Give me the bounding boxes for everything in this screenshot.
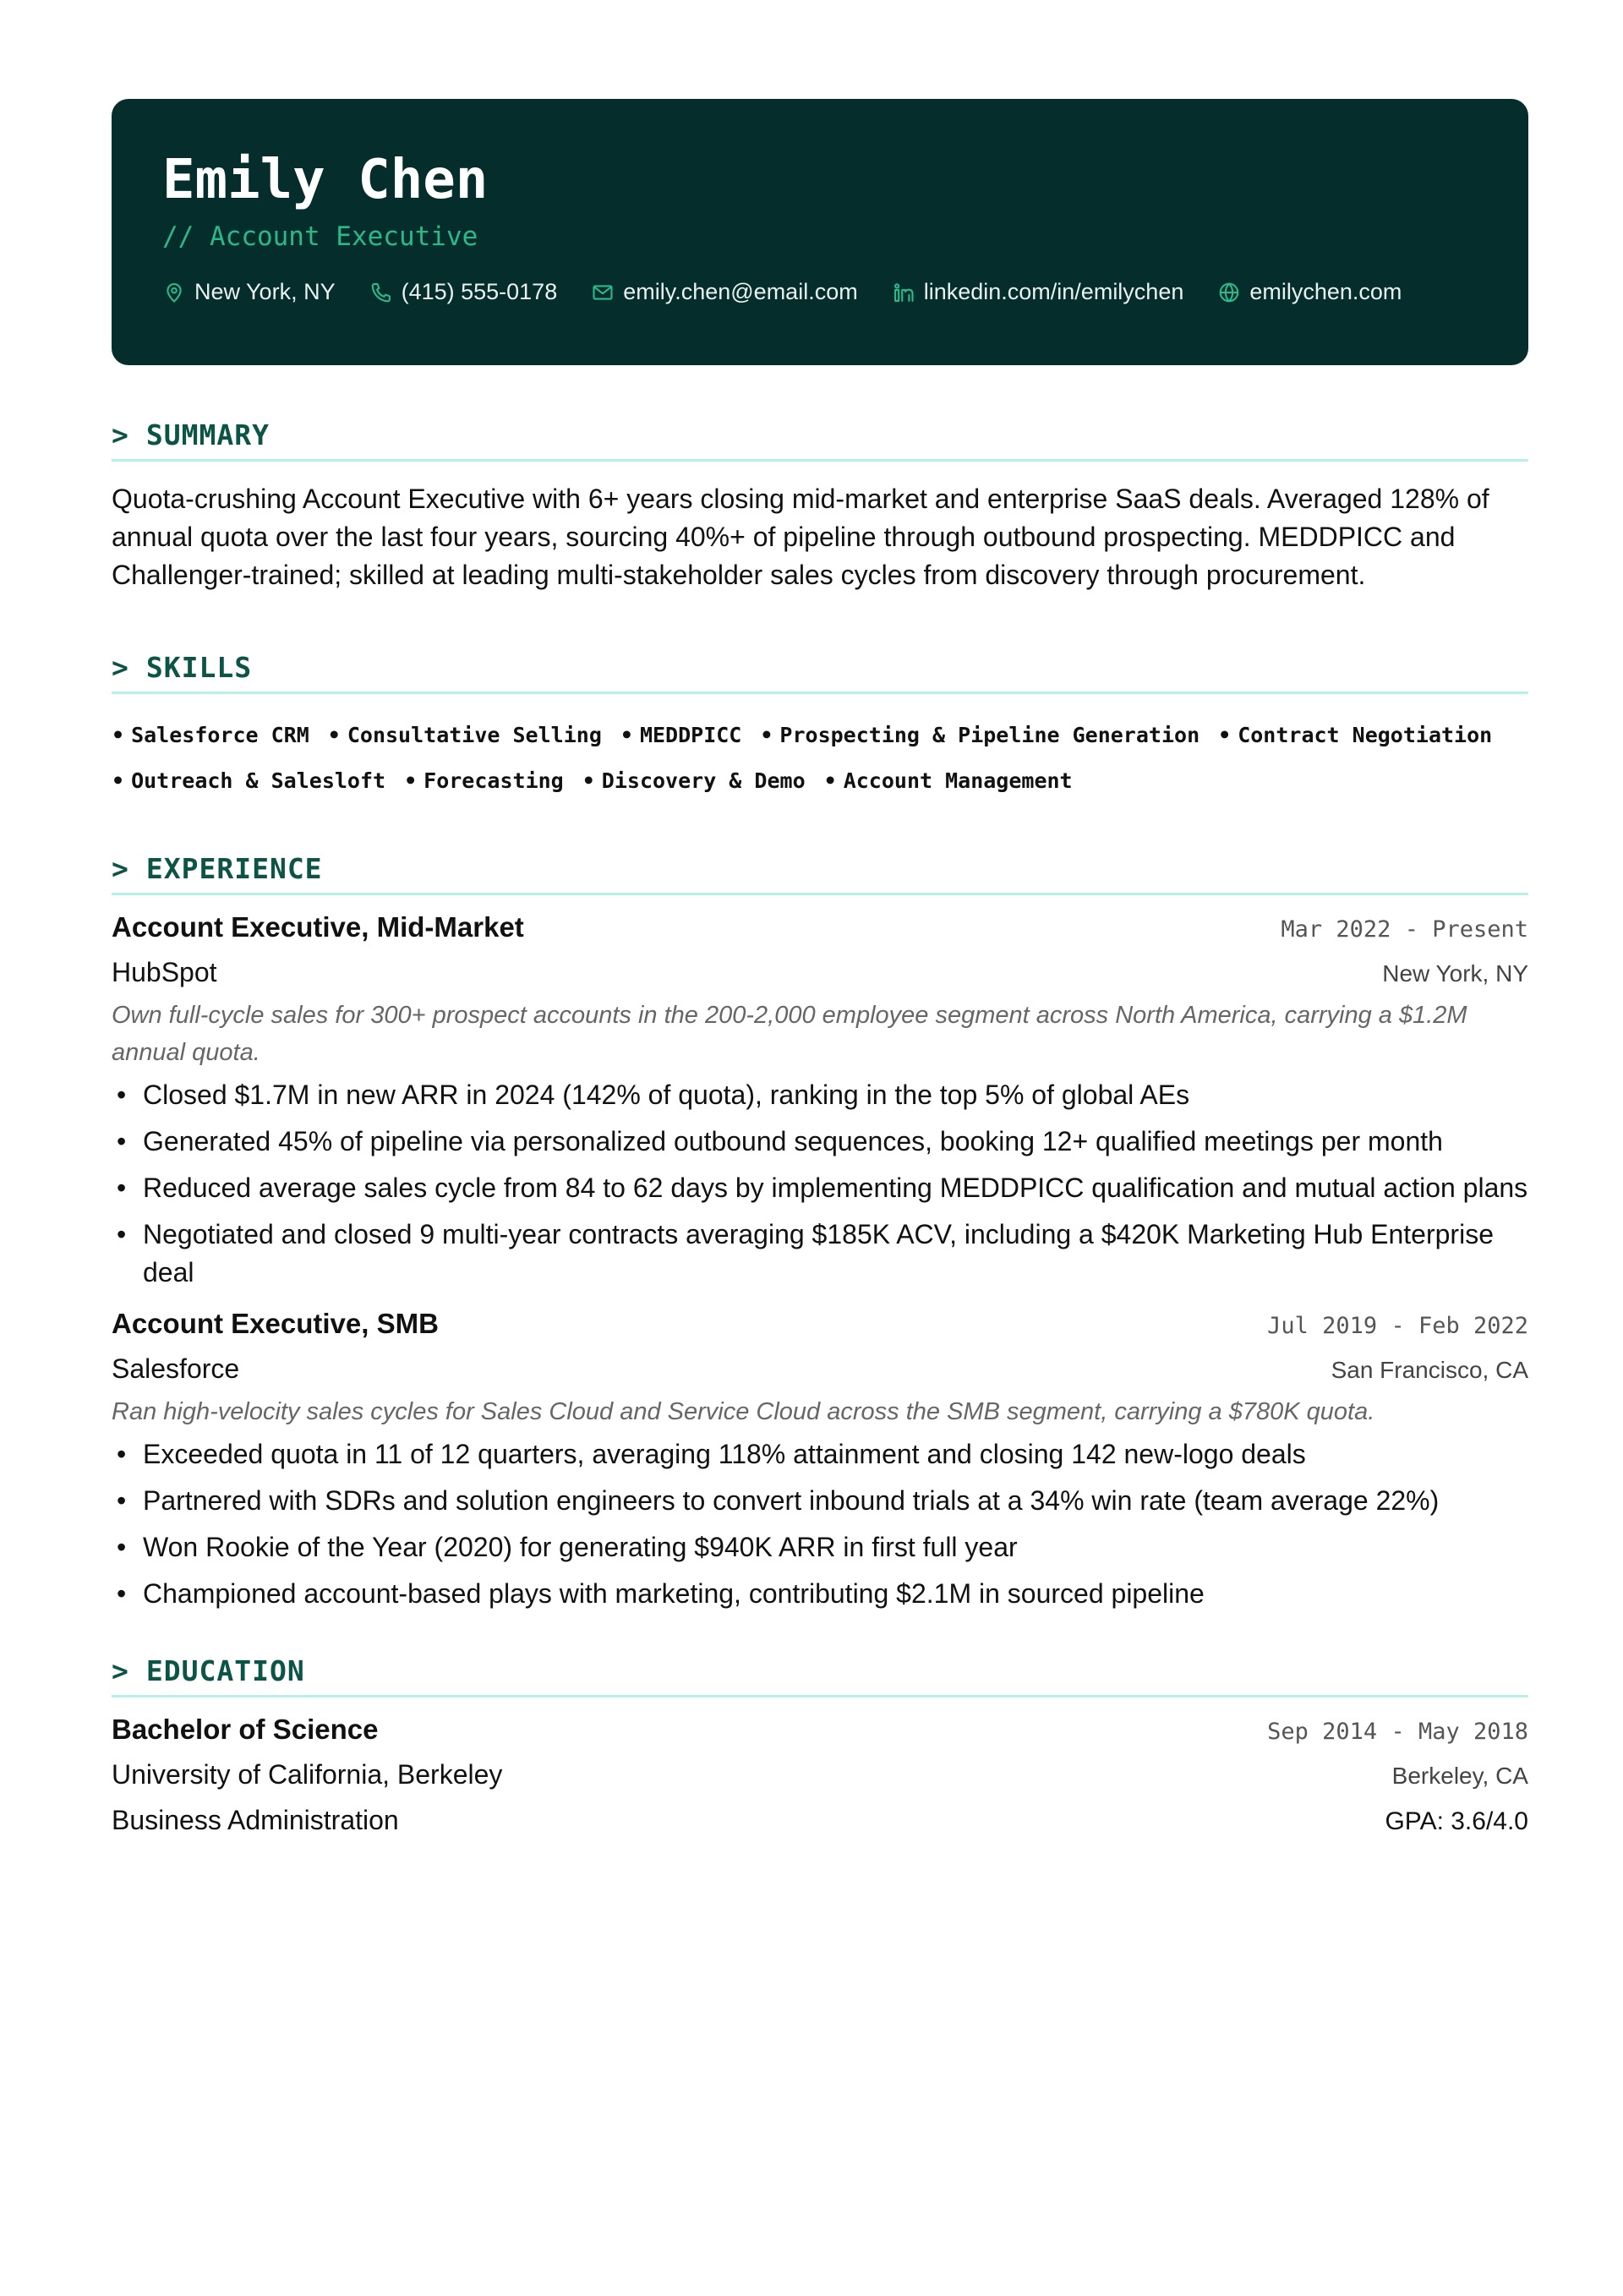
experience-heading [112, 852, 1528, 895]
candidate-name: Emily Chen [162, 149, 489, 211]
contact-email[interactable] [591, 279, 858, 305]
education-school: University of California, Berkeley [112, 1759, 503, 1790]
education-section [112, 1654, 1528, 1843]
job-location: San Francisco, CA [1331, 1357, 1528, 1383]
job-title-line [112, 1302, 1528, 1346]
contact-linkedin[interactable] [892, 279, 1184, 305]
job-company: HubSpot [112, 957, 217, 987]
skill-item: • Discovery & Demo [582, 758, 806, 804]
summary-heading-text: SUMMARY [145, 418, 270, 451]
job-dates: Jul 2019 - Feb 2022 [1267, 1313, 1528, 1339]
globe-icon [1217, 281, 1241, 304]
job-bullet: • Won Rookie of the Year (2020) for generating $940K ARR in first full year [112, 1528, 1528, 1566]
education-gpa: GPA: 3.6/4.0 [1385, 1807, 1528, 1835]
job-description: Ran high-velocity sales cycles for Sales Cloud and Service Cloud across the SMB segment, carrying a $780K quota. [112, 1398, 1375, 1425]
education-heading [112, 1654, 1528, 1697]
skills-heading [112, 653, 1528, 694]
skills-list [112, 713, 1528, 804]
job-entry [112, 905, 1528, 1292]
skills-caret: > [112, 651, 129, 684]
contact-website[interactable] [1217, 279, 1402, 305]
resume-page [112, 99, 1528, 1843]
skill-item: • MEDDPICC [620, 713, 741, 758]
job-bullet: • Negotiated and closed 9 multi-year contracts averaging $185K ACV, including a $420K Marketing Hub Enterprise deal [112, 1216, 1528, 1292]
job-company-line [112, 1346, 1528, 1391]
skill-item: • Account Management [824, 758, 1073, 804]
contact-location-text: New York, NY [194, 279, 336, 304]
job-entry [112, 1302, 1528, 1613]
contact-phone[interactable] [369, 279, 558, 305]
mail-icon [591, 281, 615, 304]
experience-section [112, 852, 1528, 1613]
job-title: Account Executive, SMB [112, 1308, 439, 1339]
summary-heading [112, 418, 1528, 462]
skills-section [112, 653, 1528, 804]
experience-caret: > [112, 852, 129, 885]
job-bullet: • Exceeded quota in 11 of 12 quarters, averaging 118% attainment and closing 142 new-logo deals [112, 1435, 1528, 1473]
contact-linkedin-text: linkedin.com/in/emilychen [923, 279, 1184, 304]
contact-location [162, 279, 336, 305]
job-bullet: • Generated 45% of pipeline via personalized outbound sequences, booking 12+ qualified meetings per month [112, 1123, 1528, 1161]
experience-heading-text: EXPERIENCE [145, 852, 323, 885]
education-dates: Sep 2014 - May 2018 [1267, 1719, 1528, 1745]
job-dates: Mar 2022 - Present [1281, 916, 1528, 943]
job-bullet: • Closed $1.7M in new ARR in 2024 (142% of quota), ranking in the top 5% of global AEs [112, 1076, 1528, 1114]
skills-row-1 [112, 713, 1528, 758]
job-title: Account Executive, Mid-Market [112, 911, 524, 943]
summary-section [112, 418, 1528, 594]
location-pin-icon [162, 281, 186, 304]
education-degree-line [112, 1708, 1528, 1752]
contact-phone-text: (415) 555-0178 [401, 279, 558, 304]
candidate-role: // Account Executive [162, 221, 478, 252]
skill-item: • Forecasting [404, 758, 564, 804]
skills-row-2 [112, 758, 1528, 804]
summary-caret: > [112, 418, 129, 451]
contact-website-text: emilychen.com [1249, 279, 1402, 304]
summary-text: Quota-crushing Account Executive with 6+ years closing mid-market and enterprise SaaS deals. Averaged 128% of annual quota over the last four years, sourcing 40%+ of pipeline through outbound prospecting. MEDDPICC and Challenger-trained; skilled at leading multi-stakeholder sales cycles from discovery through procurement. [112, 484, 1489, 590]
skills-heading-text: SKILLS [145, 651, 253, 684]
skill-item: • Salesforce CRM [112, 713, 309, 758]
skill-item: • Consultative Selling [328, 713, 602, 758]
job-company: Salesforce [112, 1353, 240, 1384]
contact-bar [162, 279, 1478, 305]
job-bullets [112, 1076, 1528, 1292]
education-school-line [112, 1752, 1528, 1797]
job-bullet: • Partnered with SDRs and solution engineers to convert inbound trials at a 34% win rate (team average 22%) [112, 1482, 1528, 1520]
skill-item: • Contract Negotiation [1218, 713, 1492, 758]
contact-email-text: emily.chen@email.com [623, 279, 858, 304]
education-caret: > [112, 1654, 129, 1687]
education-degree: Bachelor of Science [112, 1714, 379, 1745]
job-location: New York, NY [1382, 960, 1528, 987]
education-field: Business Administration [112, 1805, 399, 1835]
job-bullet: • Championed account-based plays with marketing, contributing $2.1M in sourced pipeline [112, 1575, 1528, 1613]
skill-item: • Prospecting & Pipeline Generation [760, 713, 1199, 758]
job-description: Own full-cycle sales for 300+ prospect accounts in the 200-2,000 employee segment across North America, carrying a $1.2M annual quota. [112, 1002, 1467, 1066]
job-title-line [112, 905, 1528, 949]
skill-item: • Outreach & Salesloft [112, 758, 385, 804]
phone-icon [369, 281, 393, 304]
education-heading-text: EDUCATION [145, 1654, 305, 1687]
job-bullets [112, 1435, 1528, 1613]
resume-header [112, 99, 1528, 365]
education-location: Berkeley, CA [1391, 1763, 1528, 1789]
education-entry [112, 1708, 1528, 1843]
linkedin-icon [892, 281, 915, 304]
job-bullet: • Reduced average sales cycle from 84 to 62 days by implementing MEDDPICC qualification and mutual action plans [112, 1169, 1528, 1207]
job-company-line [112, 949, 1528, 995]
education-field-line [112, 1797, 1528, 1843]
